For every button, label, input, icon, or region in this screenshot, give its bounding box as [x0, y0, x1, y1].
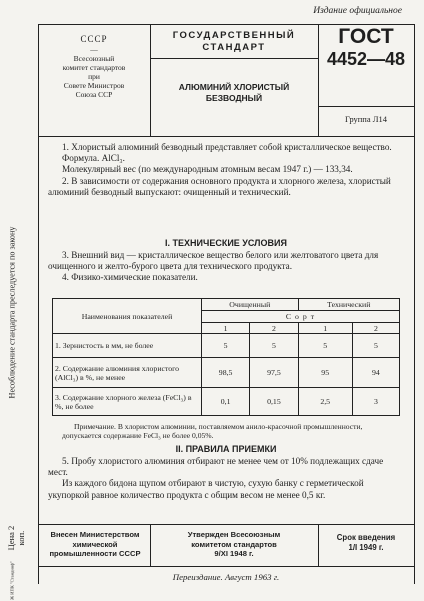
- row-value: 5: [202, 334, 250, 358]
- para-4: 4. Физико-химические показатели.: [62, 272, 198, 283]
- group-line: [318, 106, 414, 107]
- gost-number: 4452—48: [326, 49, 406, 69]
- para-2: 2. В зависимости от содержания основного продукта и хлорного железа, хлористый алюминий безводный выпускают: очищенный и технический.: [48, 175, 391, 197]
- row-value: 5: [298, 334, 352, 358]
- title-line-1: АЛЮМИНИЙ ХЛОРИСТЫЙ: [178, 82, 290, 92]
- section-2-heading: II. ПРАВИЛА ПРИЕМКИ: [175, 444, 277, 454]
- approved-by: [150, 530, 318, 559]
- frame-left: [38, 24, 39, 584]
- intro-section: [48, 142, 404, 198]
- grade-cell: 1: [202, 323, 250, 334]
- side-printer-text: Ж ИПК "Стандинф": [9, 561, 15, 600]
- row-name: 1. Зернистость в мм, не более: [53, 334, 202, 358]
- table-header-technical: Технический: [298, 299, 399, 311]
- effective-date: [318, 533, 414, 553]
- ussr-title: СССР: [80, 34, 108, 44]
- introduced-line-1: Внесен Министерством: [50, 530, 140, 539]
- state-standard-line-2: СТАНДАРТ: [202, 42, 266, 53]
- table-header-sort: С о р т: [202, 311, 400, 323]
- row-value: 2,5: [298, 388, 352, 416]
- formula: Формула. AlCl₃.: [62, 153, 125, 164]
- row-value: 97,5: [250, 358, 298, 388]
- introduced-by: [40, 530, 150, 559]
- row-value: 0,15: [250, 388, 298, 416]
- header-bottom: [38, 136, 414, 137]
- table-row: [53, 388, 400, 416]
- approved-line-2: комитетом стандартов: [191, 539, 277, 549]
- molecular-weight: Молекулярный вес (по международным атомным весам 1947 г.) — 133,34.: [62, 164, 353, 175]
- footer-bottom: [38, 566, 414, 567]
- table-note: Примечание. В хлористом алюминии, поставляемом анило-красочной промышленности, допускается содержание FeCl₃ не более 0,05%.: [62, 422, 363, 440]
- gost-label: ГОСТ: [338, 25, 394, 48]
- effective-line-2: 1/I 1949 г.: [348, 543, 384, 552]
- ussr-dash: —: [90, 45, 98, 54]
- document-title: [150, 82, 318, 104]
- para-1: 1. Хлористый алюминий безводный представляет собой кристаллическое вещество.: [62, 142, 392, 152]
- row-name: 2. Содержание алюминия хлористого (AlCl₃) в %, не менее: [53, 358, 202, 388]
- side-violation-text: Несоблюдение стандарта преследуется по закону: [7, 226, 17, 399]
- effective-line-1: Срок введения: [336, 533, 396, 542]
- header-sub-line: [150, 58, 318, 59]
- row-value: 98,5: [202, 358, 250, 388]
- grade-cell: 1: [298, 323, 352, 334]
- row-name: 3. Содержание хлорного железа (FeCl₃) в %, не более: [53, 388, 202, 416]
- edition-label: Издание официальное: [313, 6, 402, 16]
- section-1-body: [48, 250, 404, 284]
- para-5b: Из каждого бидона щупом отбирают в чистую, сухую банку с герметической укупоркой равное количество продукта с общим весом не менее 0,5 кг.: [48, 478, 364, 500]
- table-row: [53, 334, 400, 358]
- row-value: 5: [352, 334, 399, 358]
- para-3: 3. Внешний вид — кристаллическое вещество белого или желтоватого цвета для очищенного и желто-бурого цвета для технического продукта.: [48, 250, 379, 272]
- properties-table: [52, 298, 400, 416]
- title-line-2: БЕЗВОДНЫЙ: [205, 93, 263, 103]
- row-value: 3: [352, 388, 399, 416]
- ussr-line-5: Союза ССР: [75, 90, 113, 99]
- approved-line-3: 9/XI 1948 г.: [214, 549, 254, 558]
- table-header-purified: Очищенный: [202, 299, 299, 311]
- frame-right: [414, 24, 415, 584]
- ussr-line-2: комитет стандартов: [62, 63, 126, 72]
- state-standard-line-1: ГОСУДАРСТВЕННЫЙ: [172, 30, 296, 41]
- table-header-name: Наименования показателей: [53, 299, 202, 334]
- introduced-line-2: химической: [72, 539, 118, 549]
- ussr-block: [42, 34, 146, 99]
- approved-line-1: Утвержден Всесоюзным: [187, 530, 281, 539]
- group-label: Группа Л14: [344, 114, 388, 124]
- reprint-note: Переиздание. Август 1963 г.: [172, 572, 280, 582]
- row-value: 0,1: [202, 388, 250, 416]
- row-value: 94: [352, 358, 399, 388]
- ussr-line-3: при: [88, 72, 100, 81]
- footer-top: [38, 524, 414, 525]
- row-value: 95: [298, 358, 352, 388]
- table-row: [53, 358, 400, 388]
- para-5: 5. Пробу хлористого алюминия отбирают не менее чем от 10% подлежащих сдаче мест.: [48, 456, 384, 478]
- side-price-text: Цена 2 коп.: [6, 525, 26, 551]
- ussr-line-4: Совете Министров: [63, 81, 125, 90]
- section-1-heading: I. ТЕХНИЧЕСКИЕ УСЛОВИЯ: [165, 238, 287, 248]
- state-standard-block: [150, 30, 318, 54]
- introduced-line-3: промышленности СССР: [49, 549, 141, 558]
- ussr-line-1: Всесоюзный: [73, 54, 115, 63]
- grade-cell: 2: [352, 323, 399, 334]
- section-2-body: [48, 456, 404, 501]
- gost-code: [318, 26, 414, 70]
- row-value: 5: [250, 334, 298, 358]
- grade-cell: 2: [250, 323, 298, 334]
